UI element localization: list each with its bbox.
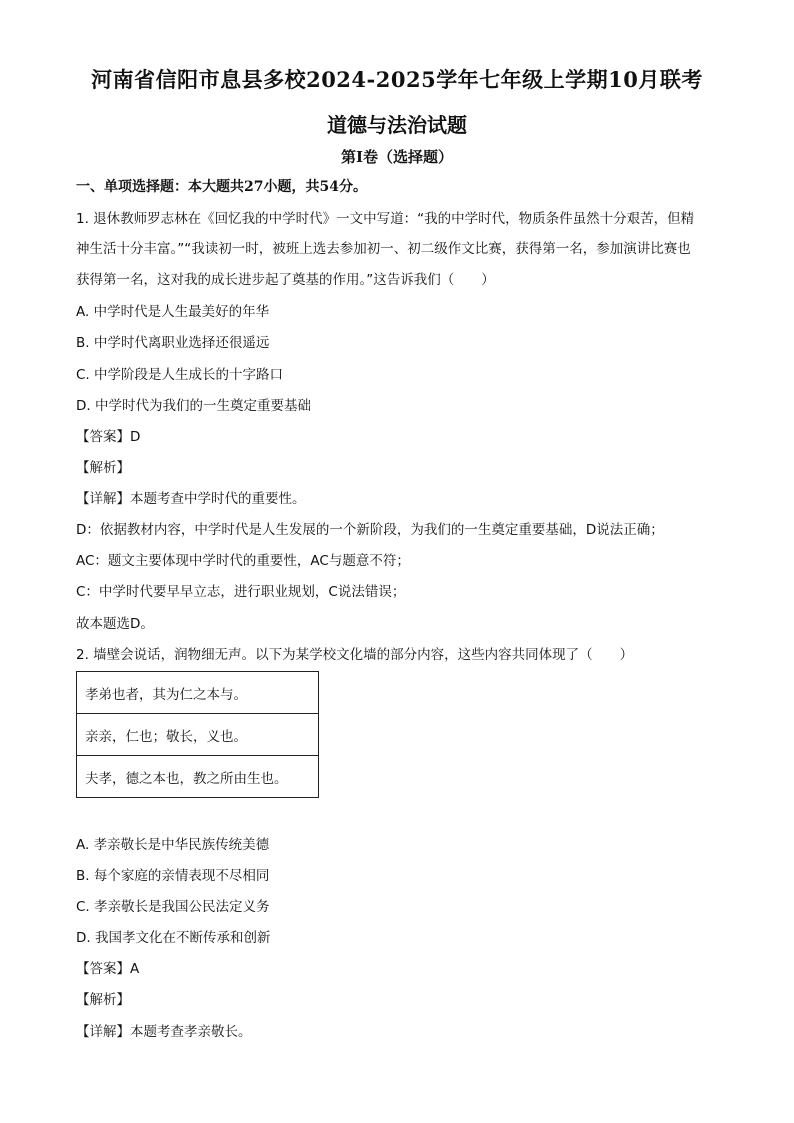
q2-answer: 【答案】A bbox=[76, 961, 140, 977]
q1-stem-line: 获得第一名，这对我的成长进步起了奠基的作用。”这告诉我们（ ） bbox=[76, 272, 495, 288]
q1-detail-line: C：中学时代要早早立志，进行职业规划，C说法错误； bbox=[76, 584, 406, 600]
q1-analysis-label: 【解析】 bbox=[76, 460, 130, 476]
exam-title: 河南省信阳市息县多校2024-2025学年七年级上学期10月联考 bbox=[91, 67, 703, 92]
q1-option-a: A. 中学时代是人生最美好的年华 bbox=[76, 304, 270, 320]
q1-option-d: D. 中学时代为我们的一生奠定重要基础 bbox=[76, 398, 311, 414]
table-cell: 亲亲，仁也；敬长，义也。 bbox=[77, 714, 319, 756]
q1-detail-line: 【详解】本题考查中学时代的重要性。 bbox=[76, 491, 306, 507]
q2-detail-line: 【详解】本题考查孝亲敬长。 bbox=[76, 1024, 252, 1040]
q1-detail-line: 故本题选D。 bbox=[76, 616, 154, 632]
q1-detail-line: AC：题文主要体现中学时代的重要性，AC与题意不符； bbox=[76, 553, 410, 569]
culture-wall-table bbox=[76, 671, 319, 798]
q1-stem-line: 神生活十分丰富。”“我读初一时，被班上选去参加初一、初二级作文比赛，获得第一名，参加演讲比赛也 bbox=[76, 241, 691, 257]
table-cell: 夫孝，德之本也，教之所由生也。 bbox=[77, 756, 319, 798]
table-cell: 孝弟也者，其为仁之本与。 bbox=[77, 672, 319, 714]
q1-stem-line: 1. 退休教师罗志林在《回忆我的中学时代》一文中写道：“我的中学时代，物质条件虽然十分艰苦，但精 bbox=[76, 211, 695, 227]
q1-option-c: C. 中学阶段是人生成长的十字路口 bbox=[76, 367, 284, 383]
subject-title: 道德与法治试题 bbox=[327, 113, 467, 137]
q2-analysis-label: 【解析】 bbox=[76, 992, 130, 1008]
q2-option-c: C. 孝亲敬长是我国公民法定义务 bbox=[76, 899, 270, 915]
q1-answer: 【答案】D bbox=[76, 429, 141, 445]
q2-option-a: A. 孝亲敬长是中华民族传统美德 bbox=[76, 837, 270, 853]
q1-detail-line: D：依据教材内容，中学时代是人生发展的一个新阶段，为我们的一生奠定重要基础，D说法正确； bbox=[76, 522, 664, 538]
table-row bbox=[77, 672, 319, 714]
q1-option-b: B. 中学时代离职业选择还很遥远 bbox=[76, 335, 270, 351]
table-row bbox=[77, 756, 319, 798]
table-row bbox=[77, 714, 319, 756]
q2-option-b: B. 每个家庭的亲情表现不尽相同 bbox=[76, 868, 270, 884]
part-title: 第Ⅰ卷（选择题） bbox=[340, 148, 454, 166]
section-heading: 一、单项选择题：本大题共27小题，共54分。 bbox=[76, 179, 367, 195]
q2-option-d: D. 我国孝文化在不断传承和创新 bbox=[76, 930, 271, 946]
q2-stem: 2. 墙壁会说话，润物细无声。以下为某学校文化墙的部分内容，这些内容共同体现了（ ） bbox=[76, 647, 634, 663]
